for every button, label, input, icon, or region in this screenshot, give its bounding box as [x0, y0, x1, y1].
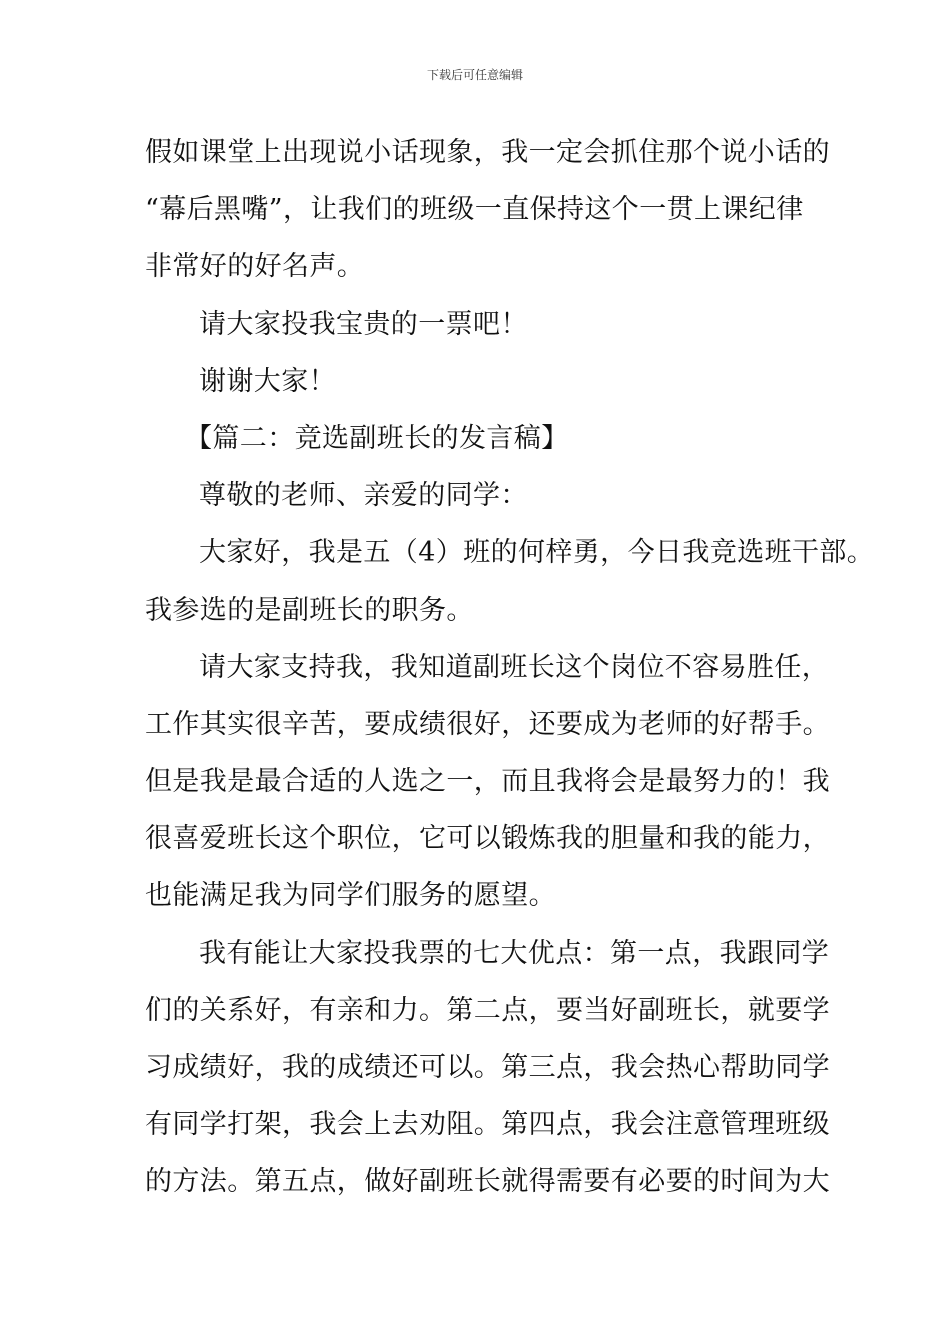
document-body — [145, 124, 875, 1211]
section-heading: 【篇二：竞选副班长的发言稿】 — [185, 422, 569, 454]
text-line: 非常好的好名声。 — [145, 251, 365, 283]
text-line: 工作其实很辛苦，要成绩很好，还要成为老师的好帮手。 — [145, 708, 830, 740]
text-line: 习成绩好，我的成绩还可以。第三点，我会热心帮助同学 — [145, 1052, 830, 1083]
text-line: 假如课堂上出现说小话现象，我一定会抓住那个说小话的 — [145, 137, 830, 168]
text-line: 也能满足我为同学们服务的愿望。 — [145, 880, 556, 912]
text-line: 尊敬的老师、亲爱的同学： — [199, 480, 528, 512]
text-line: 们的关系好，有亲和力。第二点，要当好副班长，就要学 — [145, 994, 830, 1026]
page-header: 下载后可任意编辑 — [426, 68, 523, 82]
text-line: 谢谢大家！ — [199, 365, 336, 397]
text-line: 有同学打架，我会上去劝阻。第四点，我会注意管理班级 — [145, 1109, 830, 1141]
text-line: 请大家支持我，我知道副班长这个岗位不容易胜任， — [199, 651, 830, 683]
text-line: 我有能让大家投我票的七大优点：第一点，我跟同学 — [199, 937, 830, 969]
text-line: 很喜爱班长这个职位，它可以锻炼我的胆量和我的能力， — [145, 823, 830, 855]
text-line: 大家好，我是五（4）班的何梓勇，今日我竞选班干部。 — [199, 537, 875, 569]
text-line: 的方法。第五点，做好副班长就得需要有必要的时间为大 — [145, 1166, 830, 1198]
text-line: 但是我是最合适的人选之一，而且我将会是最努力的！我 — [145, 766, 830, 798]
text-line: 我参选的是副班长的职务。 — [145, 594, 474, 626]
text-line: “幕后黑嘴”，让我们的班级一直保持这个一贯上课纪律 — [145, 194, 804, 226]
text-line: 请大家投我宝贵的一票吧！ — [199, 308, 528, 340]
